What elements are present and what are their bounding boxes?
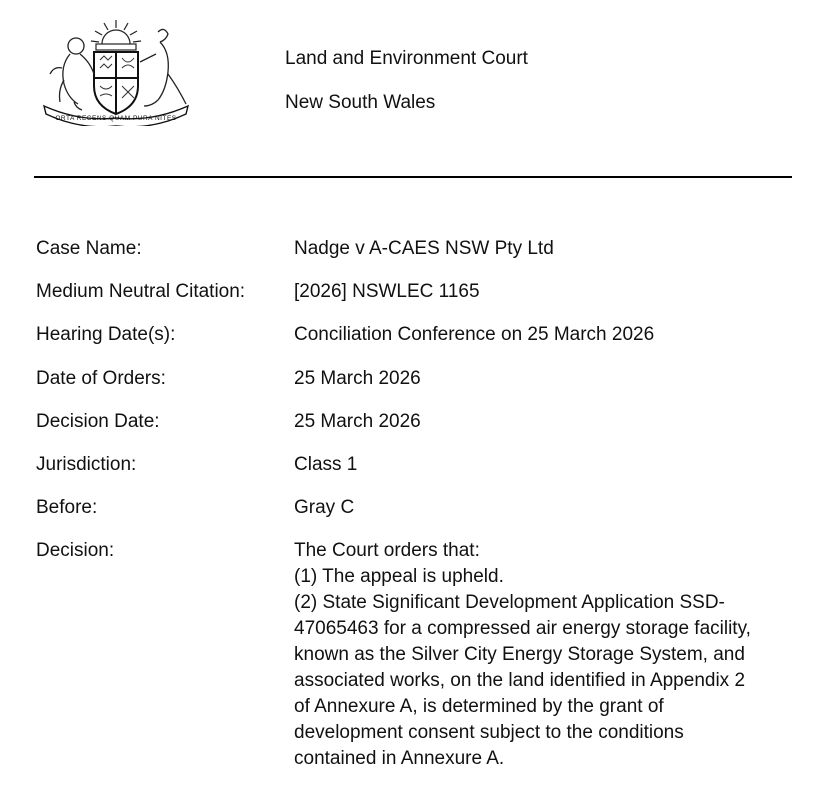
decision-line: (2) State Significant Development Application SSD- [294, 592, 725, 614]
header-divider [34, 176, 792, 178]
field-label: Medium Neutral Citation: [36, 281, 246, 303]
decision-line: (1) The appeal is upheld. [294, 566, 504, 588]
hearing-dates-row [36, 322, 806, 365]
date-of-orders-row [36, 366, 806, 409]
decision-line: 47065463 for a compressed air energy storage facility, [294, 618, 751, 640]
decision-text [294, 538, 794, 772]
citation-row [36, 279, 806, 322]
case-name-row [36, 236, 806, 279]
before-row [36, 495, 806, 538]
case-name-value: Nadge v A-CAES NSW Pty Ltd [294, 238, 554, 259]
jurisdiction-value: Class 1 [294, 453, 358, 475]
hearing-dates-value: Conciliation Conference on 25 March 2026 [294, 324, 655, 346]
case-metadata [36, 236, 806, 770]
decision-line: of Annexure A, is determined by the grant of [294, 696, 664, 718]
decision-date-row [36, 409, 806, 452]
field-label: Case Name: [36, 238, 142, 259]
court-state: New South Wales [285, 92, 436, 113]
coat-of-arms-logo [40, 14, 192, 126]
decision-line: known as the Silver City Energy Storage System, and [294, 644, 745, 666]
field-label: Hearing Date(s): [36, 324, 176, 346]
decision-line: development consent subject to the conditions [294, 722, 684, 744]
court-name: Land and Environment Court [285, 48, 528, 69]
citation-value: [2026] NSWLEC 1165 [294, 281, 480, 303]
field-label: Before: [36, 497, 98, 519]
date-of-orders-value: 25 March 2026 [294, 367, 421, 389]
decision-line: contained in Annexure A. [294, 748, 505, 770]
field-label: Jurisdiction: [36, 453, 137, 475]
decision-date-value: 25 March 2026 [294, 410, 421, 432]
field-label: Decision: [36, 540, 115, 562]
decision-line: associated works, on the land identified in Appendix 2 [294, 670, 746, 692]
svg-text:ORTA RECENS QUAM PURA NITES: ORTA RECENS QUAM PURA NITES [55, 115, 177, 122]
jurisdiction-row [36, 452, 806, 495]
before-value: Gray C [294, 497, 355, 519]
decision-line: The Court orders that: [294, 540, 480, 562]
field-label: Date of Orders: [36, 367, 166, 389]
field-label: Decision Date: [36, 410, 160, 432]
